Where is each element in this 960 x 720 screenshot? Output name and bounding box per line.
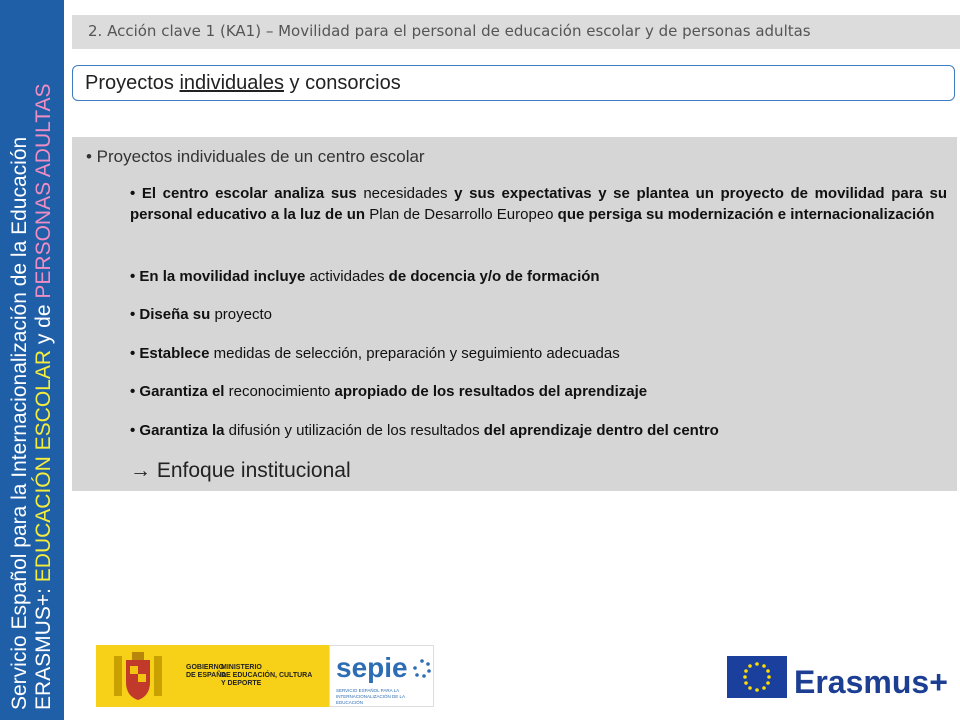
plain-text: actividades bbox=[309, 268, 385, 285]
bold-text: y sus expectativas y se plantea un proyecto de movilidad para su personal educativo a la luz de un bbox=[130, 185, 947, 223]
sidebar-line-organization: Servicio Español para la Internacionalización de la Educación bbox=[8, 136, 31, 710]
bold-text: que persiga su modernización e internacionalización bbox=[553, 206, 935, 223]
breadcrumb: 2. Acción clave 1 (KA1) – Movilidad para el personal de educación escolar y de personas adultas bbox=[88, 22, 811, 40]
list-item bbox=[130, 343, 947, 364]
title-after: y consorcios bbox=[284, 72, 401, 94]
sidebar bbox=[0, 0, 64, 720]
plain-text: reconocimiento bbox=[228, 383, 331, 400]
list-item bbox=[130, 266, 947, 287]
sepie-subtitle: SERVICIO ESPAÑOL PARA LA INTERNACIONALIZACIÓN DE LA EDUCACIÓN bbox=[336, 688, 405, 705]
breadcrumb-bar bbox=[72, 15, 960, 49]
bold-text: • En la movilidad incluye bbox=[130, 268, 310, 285]
title-underlined: individuales bbox=[179, 72, 284, 94]
program-mid: y de bbox=[32, 298, 55, 350]
plain-text: necesidades bbox=[363, 185, 448, 202]
bold-text: • Diseña su bbox=[130, 306, 215, 323]
bold-text: apropiado de los resultados del aprendizaje bbox=[330, 383, 648, 400]
plain-text: Plan de Desarrollo Europeo bbox=[369, 206, 554, 223]
plain-text: proyecto bbox=[214, 306, 272, 323]
main-bullet: • Proyectos individuales de un centro escolar bbox=[86, 147, 425, 166]
list-item bbox=[130, 420, 947, 441]
program-adultas: PERSONAS ADULTAS bbox=[32, 83, 55, 299]
bold-text: • Garantiza la bbox=[130, 422, 229, 439]
title-box bbox=[72, 65, 955, 101]
title-before: Proyectos bbox=[85, 72, 180, 94]
coat-of-arms-icon bbox=[108, 648, 168, 704]
eu-stars-icon bbox=[727, 656, 787, 698]
plain-text: medidas de selección, preparación y seguimiento adecuadas bbox=[213, 345, 620, 362]
conclusion-arrow-line: → Enfoque institucional bbox=[130, 459, 351, 482]
list-item bbox=[130, 183, 947, 225]
gobierno-label: GOBIERNO DE ESPAÑA bbox=[186, 664, 227, 679]
sepie-dots-icon bbox=[412, 658, 432, 678]
bold-text: • El centro escolar analiza sus bbox=[130, 185, 364, 202]
program-escolar: EDUCACIÓN ESCOLAR bbox=[32, 349, 55, 583]
sepie-logo bbox=[329, 645, 434, 707]
bold-text: de docencia y/o de formación bbox=[384, 268, 600, 285]
sidebar-vertical-text bbox=[8, 10, 56, 710]
bold-text: del aprendizaje dentro del centro bbox=[479, 422, 719, 439]
sidebar-line-program bbox=[32, 10, 56, 710]
program-prefix: ERASMUS+: bbox=[32, 582, 55, 710]
plain-text: difusión y utilización de los resultados bbox=[228, 422, 480, 439]
bold-text: • Establece bbox=[130, 345, 214, 362]
bold-text: • Garantiza el bbox=[130, 383, 229, 400]
erasmus-plus-logo: Erasmus+ bbox=[794, 664, 948, 700]
sepie-wordmark: sepie bbox=[336, 652, 408, 683]
list-item bbox=[130, 381, 947, 402]
eu-flag-icon bbox=[727, 656, 787, 698]
list-item bbox=[130, 304, 947, 325]
ministerio-label: MINISTERIO DE EDUCACIÓN, CULTURA Y DEPORTE bbox=[221, 664, 313, 687]
content-panel bbox=[72, 137, 957, 491]
page-title bbox=[85, 72, 401, 95]
